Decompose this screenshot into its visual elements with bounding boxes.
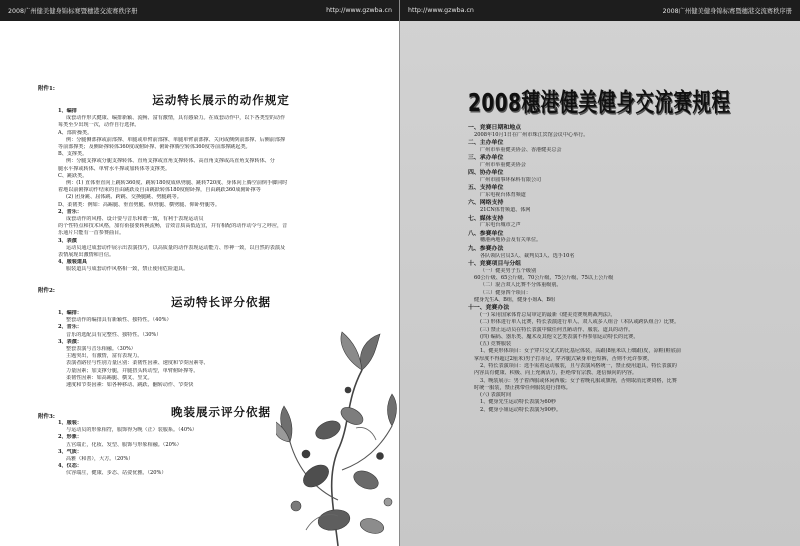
regulation-line: (一) 采用国家体育总局审定的最新《健美竞赛规则裁判法》。 [480,311,616,318]
right-header-url: http://www.gzwba.cn [408,7,474,14]
section-text-line: 例：分腿侧部撑或前部撑、单腿或单臂前部撑、单腿单臂前部撑、关闭或侧倒前部撑、后侧前部撑 [66,136,286,143]
section-text-line: 柔韧性因素：如高踢腿、横叉、竖叉。 [66,374,153,381]
regulation-line: (四) 编码、器乐类、魔术及其他文艺类表演不得参加运动特长的比赛。 [480,333,639,340]
regulation-line: 穗港两地协会及有关单位。 [480,237,542,244]
section-item-heading: 3、表演： [58,338,82,345]
regulation-line: 广州市圆事环保科有限公司 [480,177,542,184]
regulation-heading: 六、网络支持 [468,199,504,207]
regulation-heading: 五、支持单位 [468,184,504,192]
regulations-body [468,124,786,414]
regulation-heading: 三、承办单位 [468,154,504,162]
regulations-title: 2008穗港健美健身交流赛规程 [468,89,731,118]
left-header-url: http://www.gzwba.cn [326,7,392,14]
section-item-heading: 1、编排： [58,310,82,316]
section-text-line: (2) 团身跳、屈体跳、跨跳、交换腿跳、劈腿跳等。 [66,194,182,201]
annex-1-body [58,108,384,274]
right-header-bar [400,0,800,21]
right-header-title: 2008广州健美健身锦标赛暨穗港交流赛秩序册 [662,8,792,15]
regulation-line: (六) 表演时间 [480,392,512,399]
regulation-line: 广州市举重健美协会、香港健美总会 [480,146,562,153]
annex-1-label: 附件1: [38,86,55,92]
section-text-line: 表情展现出激情和自信。 [58,252,115,259]
regulation-heading: 九、参赛办法 [468,244,504,252]
section-item-heading: 1、编排 [58,108,77,114]
section-text-line: 速度和节奏因素：如各种移动、跳跃、翻转动作、节奏快 [66,382,194,389]
section-item-heading: 3、表演 [58,237,77,244]
left-header-title: 2008广州健美健身锦标赛暨穗港交流赛秩序册 [8,8,138,15]
section-item-heading: 2、形象： [58,434,82,441]
section-text-line: 每类至少出现一次，动作自行选择。 [58,122,140,129]
section-text-line: 主题突出，有激情，富有表现力。 [66,353,143,360]
regulation-line: 内容具有健康、积极、向上充满活力，拒绝带有宗教、迷信倾向的内容。 [474,370,638,377]
regulation-line: （二）混合双人比赛不分体重级别。 [480,282,562,289]
regulation-line: 2008年10月1日在广州市珠江宾馆会议中心举行。 [474,131,589,138]
regulation-line: 广东电视台体育频道 [480,192,526,199]
section-text-line: 服装道具与成套动作风格相一致，禁止使用危险道具。 [66,266,189,273]
section-text-line: 腿水平撑或转体、单臂水平撑或加转体等支撑类。 [58,165,171,172]
section-item-heading: 4、仪态： [58,463,82,470]
regulation-heading: 八、参赛单位 [468,229,504,237]
regulation-line: 2、特长表演项目：选手需着运动服装，且与表演风格统一，禁止使用道具，特长表演的 [480,363,677,369]
regulation-line: 健身先生A、B组，健身小姐A、B组 [474,296,556,303]
section-text-line: 成套动作形式健康、编排新颖、流畅、富有激情，具有感染力。在成套动作中，以下各类型的动作 [66,115,286,122]
section-text-line: 运动员通过成套动作展示出表演技巧，以高质量的动作表现运动能力、形神一致，以自然的表演及 [66,244,286,251]
regulation-line: （三）健身四个项目： [480,289,531,296]
section-item-heading: 1、服装： [58,420,82,426]
regulation-line: 21CN体育频道、体网 [480,207,531,214]
annex-3-title: 晚装展示评分依据 [171,405,271,419]
floral-ornament [276,330,400,546]
section-text-line: 整套动作的编排具有新颖性、独特性。（40%） [66,317,172,324]
section-text-line: 例：分腿支撑或分腿支撑转体、直角支撑或直角支撑转体、高直角支撑或高直角支撑转体、分 [66,158,275,165]
regulation-line: 3、晚装展示：男子着西服或休闲西服；女子着晚礼服或旗袍，否则取消比赛资格，比赛 [480,377,677,384]
section-text-line: 高雅（和善），大方。（20%） [66,456,134,463]
section-text-line: 力量因素；加支撑分腿，并腿扭头转动型，单臂俯卧撑等。 [66,367,199,374]
annex-2-label: 附件2: [38,288,55,294]
annex-1-title: 运动特长展示的动作规定 [152,93,290,107]
section-text-line: 音乐的选配具有完整性、独特性。（30%） [66,331,162,338]
section-text-line: D、柔韧类：例如：高踢腿、垂直劈腿、纵劈腿、横劈腿、仰卧劈腿等。 [58,201,220,208]
regulation-line: 1、健美形体项目：女子穿只交叉式的比基尼体装，高跟(8厘米以上细跟)皮，凉鞋(鞋底前 [480,348,681,355]
section-text-line: A、部阶操类。 [58,129,93,136]
section-text-line: 例：(1) 直体垂直向上跳转360度、跳转180度成纵劈腿、跳转720度、身体向上腾空前倒手脚同时 [66,180,288,187]
section-text-line: 表演者路径与性别力量区别：柔韧性因素、速度和节奏因素等、 [66,360,209,367]
regulation-line: （一）健美男子五个级别 [480,267,537,274]
annex-2-title: 运动特长评分依据 [171,295,271,309]
section-text-line: 的个性特点和技术风格，加有衔接要转换流畅，音效音质高低适宜，并有相配的动作动令与之呼应，音 [58,223,288,230]
regulation-heading: 七、媒体支持 [468,214,504,222]
section-text-line: 整套表演与音乐相融。（30%） [66,346,136,353]
section-text-line: 与运动员的形象相符，服饰得为晚（正）装服系。（40%） [66,427,198,434]
section-text-line: 等前部撑类；及侧卧撑转体360度或俯卧撑、俯卧撑腾空转体360度等前部撑跳起类。 [58,144,251,151]
regulation-line: 60公斤级、65公斤级、70公斤级、75公斤级、75以上公斤级 [474,274,614,281]
section-item-heading: 3、气质： [58,448,82,455]
section-text-line: 乐通片只能有一首参赛曲目。 [58,230,125,237]
section-text-line: B、支撑类。 [58,151,88,158]
section-text-line: 仪容端庄，健康、步态、站姿优雅。（20%） [66,470,167,477]
regulation-line: 时统一服装，禁止携带任何服装进行排练。 [474,384,571,391]
regulation-line: (五) 竞赛服装 [480,341,512,348]
section-item-heading: 2、音乐： [58,324,82,331]
section-text-line: C、跳跃类。 [58,172,88,179]
regulation-line: 广东电台城市之声 [480,222,521,229]
annex-3-label: 附件3: [38,414,55,420]
regulation-line: (三) 禁止运动员在特长表演中做任何丑陋动作、服装、道具的动作。 [480,326,634,333]
section-item-heading: 2、音乐： [58,208,82,215]
regulation-line: 广州市举重健美协会 [480,161,526,168]
regulation-heading: 四、协办单位 [468,169,504,177]
section-text-line: 成套动作的风格、设计要与音乐和谐一致，有利于表现运动员 [66,216,204,223]
regulation-line: 2、健身小姐运动特长表演为90秒。 [480,406,562,413]
regulation-line: 1、健身先生运动特长表演为60秒 [480,399,556,406]
section-annex-1 [38,84,384,274]
left-header-bar [0,0,400,21]
section-text-line: 着地以前俯撑动作结束的自由跳跃及自由跳跃转体180度俯卧撑，自由跳跃360成俯卧撑等 [58,187,261,194]
regulation-heading: 十、竞赛项目与分组 [468,259,522,267]
section-item-heading: 4、服装道具 [58,259,88,266]
regulation-heading: 二、主办单位 [468,139,504,147]
regulation-line: 各队领队官员3人、裁判员3人、选手10名 [480,252,575,259]
regulation-heading: 十一、竞赛办法 [468,304,510,312]
section-text-line: 五官端正，化妆、发型、服饰与形象相融。（20%） [66,441,182,448]
regulation-line: 掌厚度不得超过2厘米)男子打赤足，穿齐腿式紧身单色短裤，否则不允许参赛。 [474,355,653,362]
regulation-line: (二) 形体进行单人比赛，特长表演进行单人、双人或多人组合（本队或跨队组合）比赛。 [480,319,680,326]
regulation-heading: 一、竞赛日期和地点 [468,124,522,131]
